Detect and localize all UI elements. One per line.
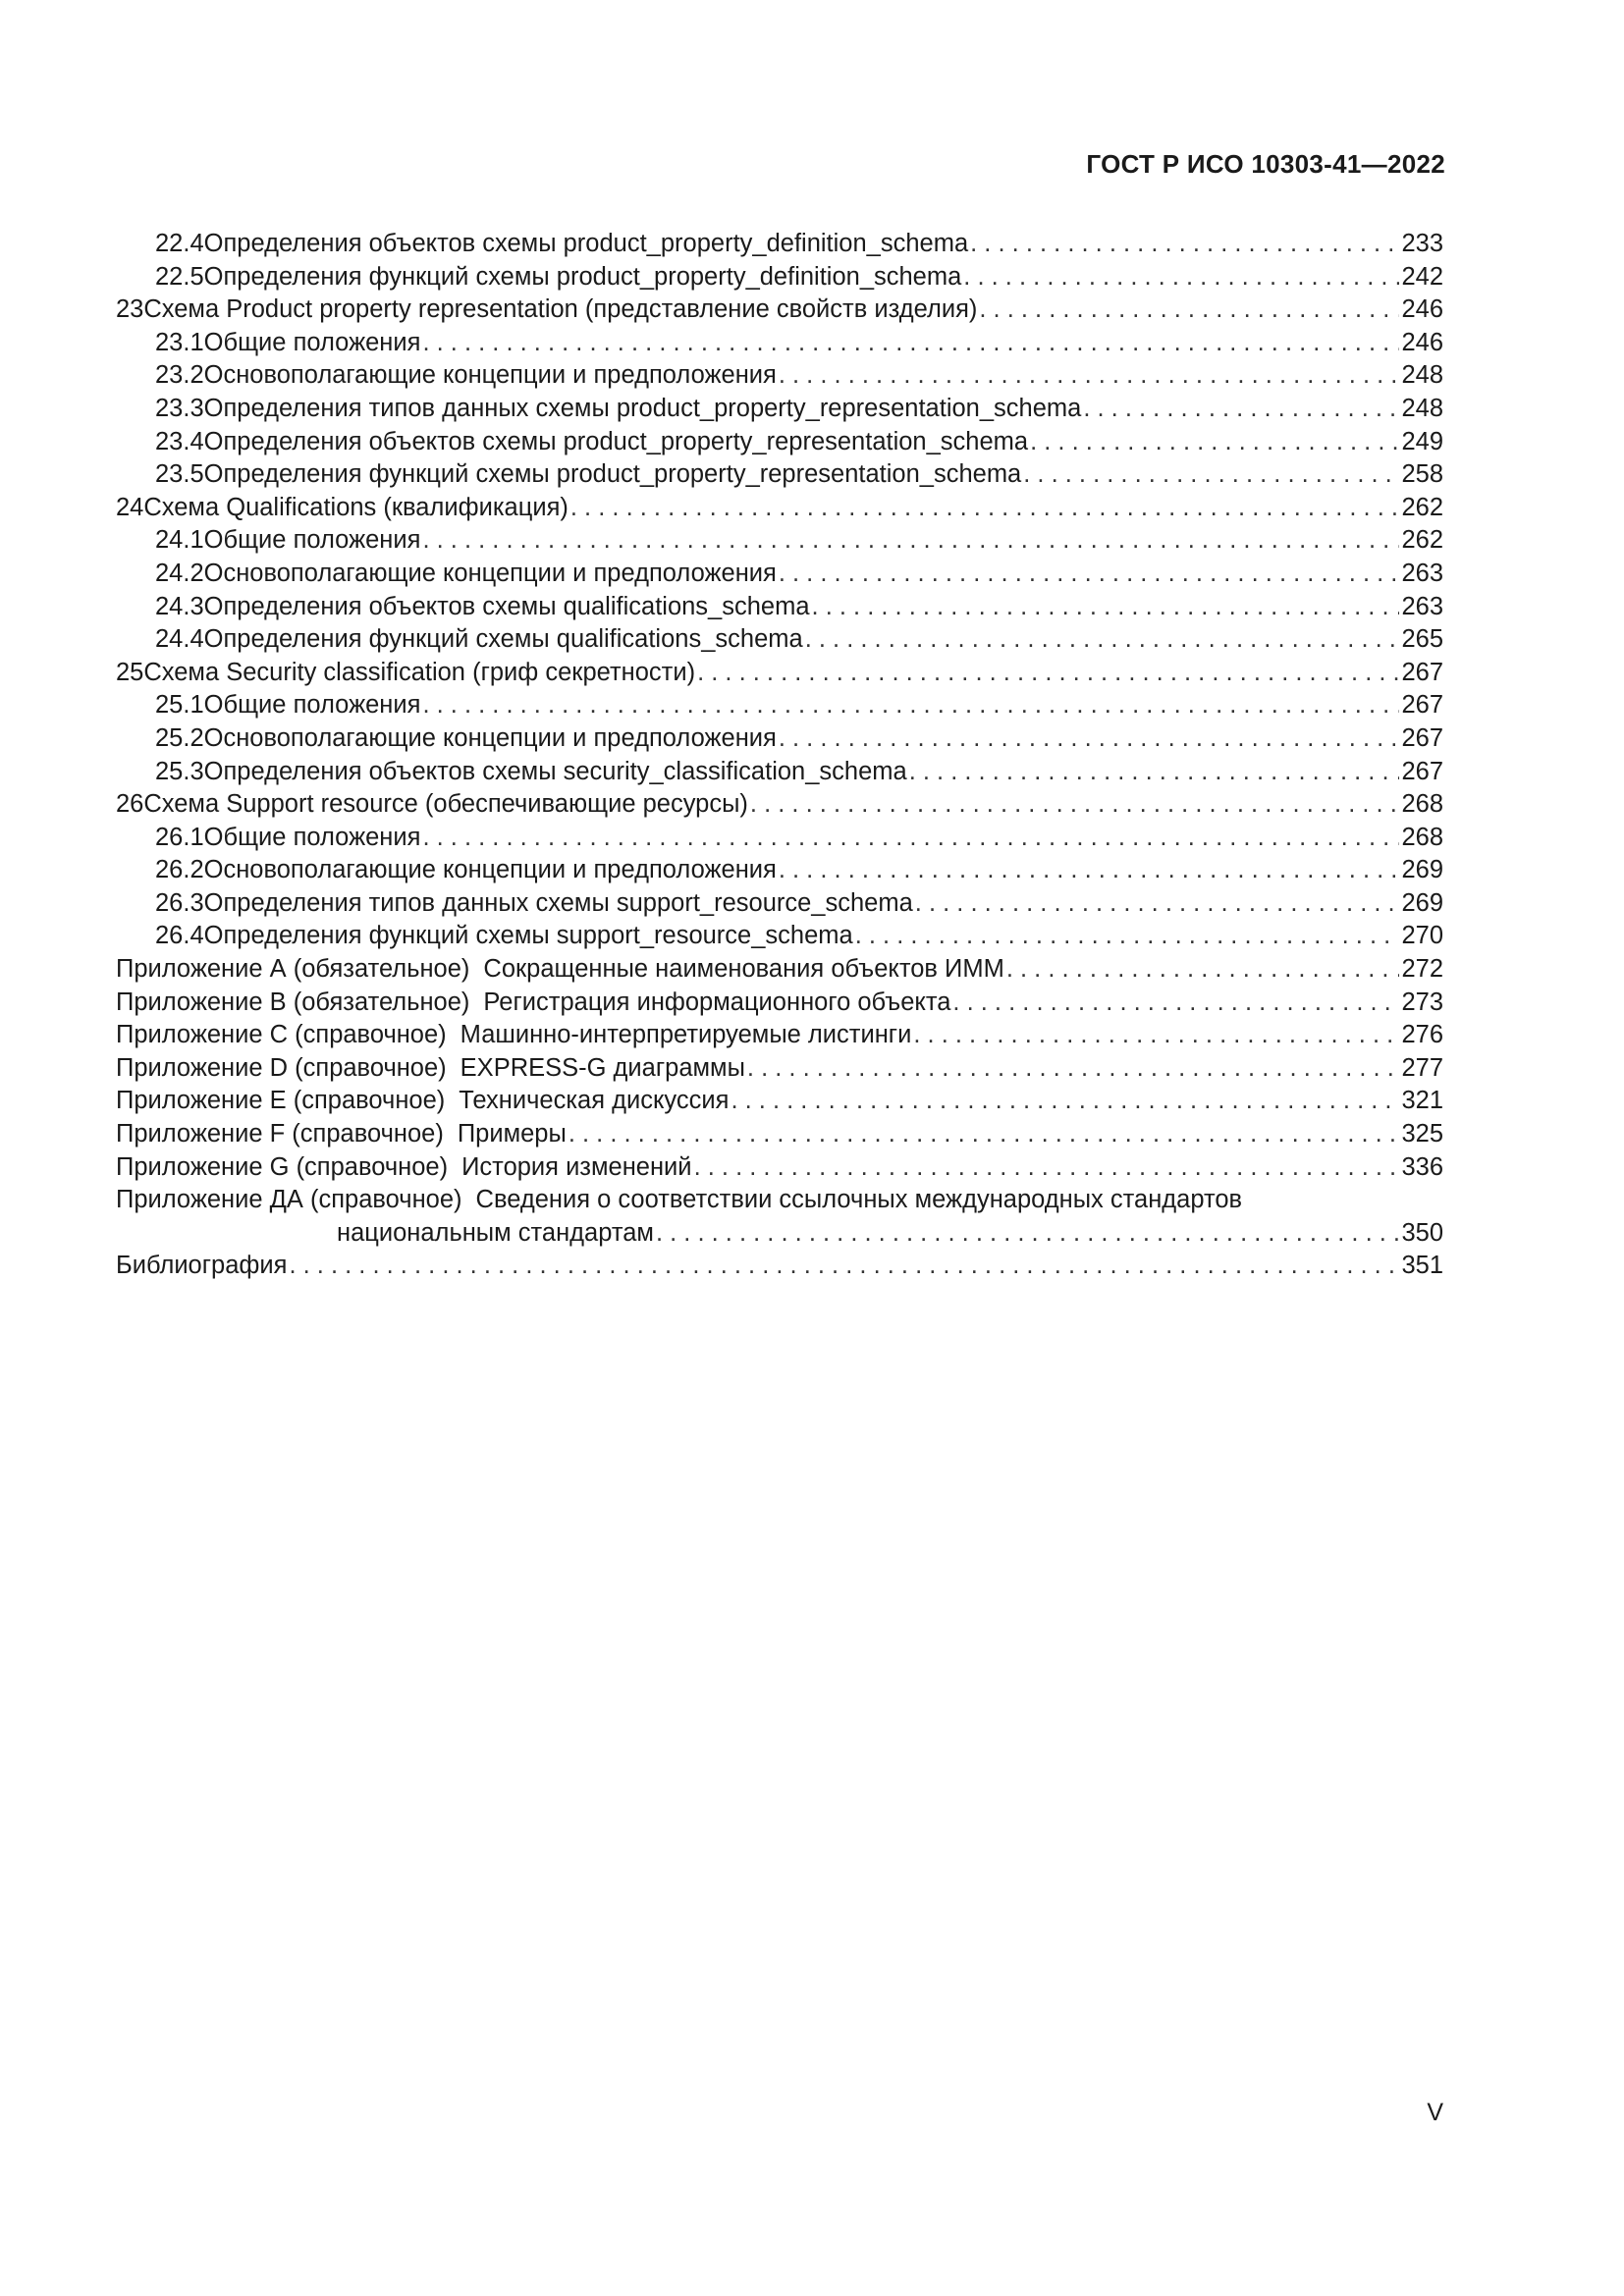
dot-leader: [779, 359, 1400, 393]
toc-entry-number: 26.1: [155, 823, 204, 851]
dot-leader: [779, 558, 1400, 591]
toc-entry-number: 25.2: [155, 723, 204, 752]
toc-entry-page: 248: [1401, 361, 1443, 390]
table-of-contents: [116, 228, 1443, 1283]
toc-entry[interactable]: [116, 591, 1443, 624]
appendix-da-first-line: [116, 1184, 1443, 1217]
toc-entry[interactable]: [116, 524, 1443, 558]
appendix-prefix: Приложение F (справочное): [116, 1120, 444, 1148]
appendix-prefix: Приложение ДА (справочное): [116, 1186, 462, 1214]
toc-entry-number: 25.1: [155, 691, 204, 720]
toc-entry-title: Общие положения: [203, 823, 421, 851]
toc-entry-page: 265: [1401, 625, 1443, 654]
toc-entry-page: 336: [1401, 1152, 1443, 1181]
toc-entry-number: 23.4: [155, 427, 204, 455]
dot-leader: [1023, 458, 1399, 492]
appendix-title: EXPRESS-G диаграммы: [460, 1053, 745, 1082]
toc-entry-title: Схема Security classification (гриф секретности): [143, 658, 696, 686]
dot-leader: [422, 524, 1399, 558]
bibliography-title: Библиография: [116, 1252, 288, 1280]
appendix-title: Регистрация информационного объекта: [483, 988, 951, 1016]
toc-entry-number: 26: [116, 790, 144, 819]
toc-entry-number: 24: [116, 493, 144, 521]
toc-entry-title: Определения функций схемы product_property_representation_schema: [203, 460, 1022, 489]
dot-leader: [1030, 426, 1399, 459]
toc-entry-number: 26.4: [155, 922, 204, 950]
toc-entry[interactable]: [116, 854, 1443, 887]
toc-entry-title: Определения объектов схемы qualifications_schema: [203, 592, 810, 620]
toc-entry-title: Определения объектов схемы security_classification_schema: [203, 757, 907, 785]
toc-entry[interactable]: [116, 689, 1443, 722]
toc-entry-number: 23: [116, 295, 144, 324]
appendix-da-second-line: [116, 1217, 1443, 1251]
toc-entry-page: 248: [1401, 394, 1443, 422]
toc-entry-page: 249: [1401, 427, 1443, 455]
toc-entry-title: Схема Support resource (обеспечивающие ресурсы): [143, 790, 748, 819]
dot-leader: [909, 756, 1400, 789]
toc-entry-page: 258: [1401, 460, 1443, 489]
toc-entry-page: 268: [1401, 790, 1443, 819]
toc-entry-number: 23.1: [155, 328, 204, 356]
toc-entry-page: 273: [1401, 988, 1443, 1016]
toc-entry-page: 277: [1401, 1053, 1443, 1082]
dot-leader: [855, 920, 1400, 953]
toc-entry[interactable]: [116, 822, 1443, 855]
toc-entry[interactable]: [116, 623, 1443, 657]
dot-leader: [805, 623, 1400, 657]
appendix-title: Машинно-интерпретируемые листинги: [460, 1021, 912, 1049]
toc-entry-page: 246: [1401, 295, 1443, 324]
toc-entry[interactable]: [116, 558, 1443, 591]
document-code: ГОСТ Р ИСО 10303-41—2022: [1086, 149, 1445, 179]
dot-leader: [422, 689, 1399, 722]
dot-leader: [779, 854, 1400, 887]
toc-entry-page: 263: [1401, 559, 1443, 587]
toc-entry-page: 246: [1401, 328, 1443, 356]
toc-section[interactable]: [116, 788, 1443, 822]
dot-leader: [952, 987, 1399, 1020]
dot-leader: [779, 722, 1400, 756]
toc-section[interactable]: [116, 294, 1443, 327]
toc-entry[interactable]: [116, 327, 1443, 360]
toc-entry-title: Общие положения: [203, 328, 421, 356]
toc-section[interactable]: [116, 492, 1443, 525]
toc-entry-title: Основополагающие концепции и предположения: [203, 559, 777, 587]
toc-entry-title: Определения типов данных схемы support_resource_schema: [203, 888, 913, 917]
toc-entry-number: 24.3: [155, 592, 204, 620]
dot-leader: [979, 294, 1399, 327]
toc-entry[interactable]: [116, 458, 1443, 492]
toc-entry-page: 269: [1401, 856, 1443, 884]
toc-entry-page: 267: [1401, 691, 1443, 720]
toc-entry-page: 263: [1401, 592, 1443, 620]
toc-appendix[interactable]: [116, 987, 1443, 1020]
toc-entry[interactable]: [116, 722, 1443, 756]
appendix-title-continued: национальным стандартам: [337, 1218, 654, 1247]
toc-entry-title: Основополагающие концепции и предположения: [203, 723, 777, 752]
dot-leader: [915, 887, 1400, 921]
dot-leader: [747, 1052, 1400, 1086]
toc-entry-number: 25: [116, 658, 144, 686]
toc-section[interactable]: [116, 657, 1443, 690]
toc-entry-page: 351: [1401, 1252, 1443, 1280]
toc-entry-page: 325: [1401, 1120, 1443, 1148]
toc-entry-title: Основополагающие концепции и предположения: [203, 856, 777, 884]
appendix-title: История изменений: [461, 1152, 692, 1181]
toc-entry[interactable]: [116, 393, 1443, 426]
toc-entry-page: 269: [1401, 888, 1443, 917]
toc-entry-number: 23.3: [155, 394, 204, 422]
toc-appendix[interactable]: [116, 1118, 1443, 1151]
appendix-prefix: Приложение С (справочное): [116, 1021, 447, 1049]
toc-entry-page: 262: [1401, 526, 1443, 555]
toc-entry[interactable]: [116, 228, 1443, 261]
toc-entry-page: 262: [1401, 493, 1443, 521]
dot-leader: [812, 591, 1400, 624]
toc-appendix[interactable]: [116, 1019, 1443, 1052]
toc-entry-number: 24.2: [155, 559, 204, 587]
toc-entry-title: Определения объектов схемы product_property_definition_schema: [203, 230, 969, 257]
dot-leader: [289, 1250, 1399, 1283]
toc-appendix[interactable]: [116, 1085, 1443, 1118]
toc-bibliography[interactable]: [116, 1250, 1443, 1283]
dot-leader: [963, 261, 1399, 294]
appendix-title: Примеры: [457, 1120, 567, 1148]
toc-entry-title: Схема Qualifications (квалификация): [143, 493, 568, 521]
toc-appendix[interactable]: [116, 1052, 1443, 1086]
toc-entry-number: 25.3: [155, 757, 204, 785]
page-number: V: [1427, 2099, 1443, 2126]
toc-entry-page: 276: [1401, 1021, 1443, 1049]
toc-entry-page: 267: [1401, 723, 1443, 752]
dot-leader: [568, 1118, 1400, 1151]
toc-entry-page: 267: [1401, 658, 1443, 686]
appendix-prefix: Приложение В (обязательное): [116, 988, 470, 1016]
toc-entry-number: 26.2: [155, 856, 204, 884]
toc-entry-number: 23.5: [155, 460, 204, 489]
toc-entry-page: 268: [1401, 823, 1443, 851]
appendix-prefix: Приложение А (обязательное): [116, 955, 470, 984]
appendix-prefix: Приложение Е (справочное): [116, 1087, 446, 1115]
toc-entry-number: 23.2: [155, 361, 204, 390]
toc-entry-title: Определения типов данных схемы product_property_representation_schema: [203, 394, 1082, 422]
toc-entry-page: 270: [1401, 922, 1443, 950]
dot-leader: [913, 1019, 1399, 1052]
toc-entry-title: Определения функций схемы product_property_definition_schema: [203, 262, 962, 291]
dot-leader: [1083, 393, 1399, 426]
toc-appendix[interactable]: [116, 1151, 1443, 1185]
appendix-prefix: Приложение D (справочное): [116, 1053, 447, 1082]
toc-entry-page: 350: [1401, 1218, 1443, 1247]
toc-entry[interactable]: [116, 887, 1443, 921]
dot-leader: [422, 822, 1399, 855]
toc-entry[interactable]: [116, 359, 1443, 393]
toc-entry-number: 24.4: [155, 625, 204, 654]
dot-leader: [970, 228, 1399, 261]
toc-entry-title: Определения объектов схемы product_property_representation_schema: [203, 427, 1029, 455]
toc-entry-number: 22.5: [155, 262, 204, 291]
dot-leader: [422, 327, 1399, 360]
toc-appendix-da[interactable]: [116, 1184, 1443, 1250]
toc-entry-page: 233: [1401, 230, 1443, 257]
dot-leader: [697, 657, 1399, 690]
dot-leader: [694, 1151, 1400, 1185]
appendix-title: Техническая дискуссия: [459, 1087, 730, 1115]
toc-entry[interactable]: [116, 756, 1443, 789]
toc-entry-page: 321: [1401, 1087, 1443, 1115]
appendix-title: Сведения о соответствии ссылочных международных стандартов: [475, 1186, 1243, 1214]
toc-entry-title: Общие положения: [203, 691, 421, 720]
toc-entry-number: 22.4: [155, 230, 204, 257]
dot-leader: [750, 788, 1400, 822]
toc-entry[interactable]: [116, 426, 1443, 459]
dot-leader: [570, 492, 1400, 525]
appendix-prefix: Приложение G (справочное): [116, 1152, 449, 1181]
toc-entry-title: Определения функций схемы qualifications_schema: [203, 625, 803, 654]
toc-entry[interactable]: [116, 261, 1443, 294]
dot-leader: [656, 1217, 1400, 1251]
toc-entry-number: 24.1: [155, 526, 204, 555]
toc-entry[interactable]: [116, 920, 1443, 953]
toc-entry-title: Схема Product property representation (представление свойств изделия): [143, 295, 978, 324]
toc-appendix[interactable]: [116, 953, 1443, 987]
toc-entry-number: 26.3: [155, 888, 204, 917]
dot-leader: [731, 1085, 1399, 1118]
toc-entry-title: Общие положения: [203, 526, 421, 555]
toc-entry-page: 267: [1401, 757, 1443, 785]
appendix-title: Сокращенные наименования объектов ИММ: [483, 955, 1004, 984]
toc-entry-title: Основополагающие концепции и предположения: [203, 361, 777, 390]
toc-entry-page: 272: [1401, 955, 1443, 984]
dot-leader: [1006, 953, 1400, 987]
toc-entry-title: Определения функций схемы support_resource_schema: [203, 922, 853, 950]
toc-entry-page: 242: [1401, 262, 1443, 291]
